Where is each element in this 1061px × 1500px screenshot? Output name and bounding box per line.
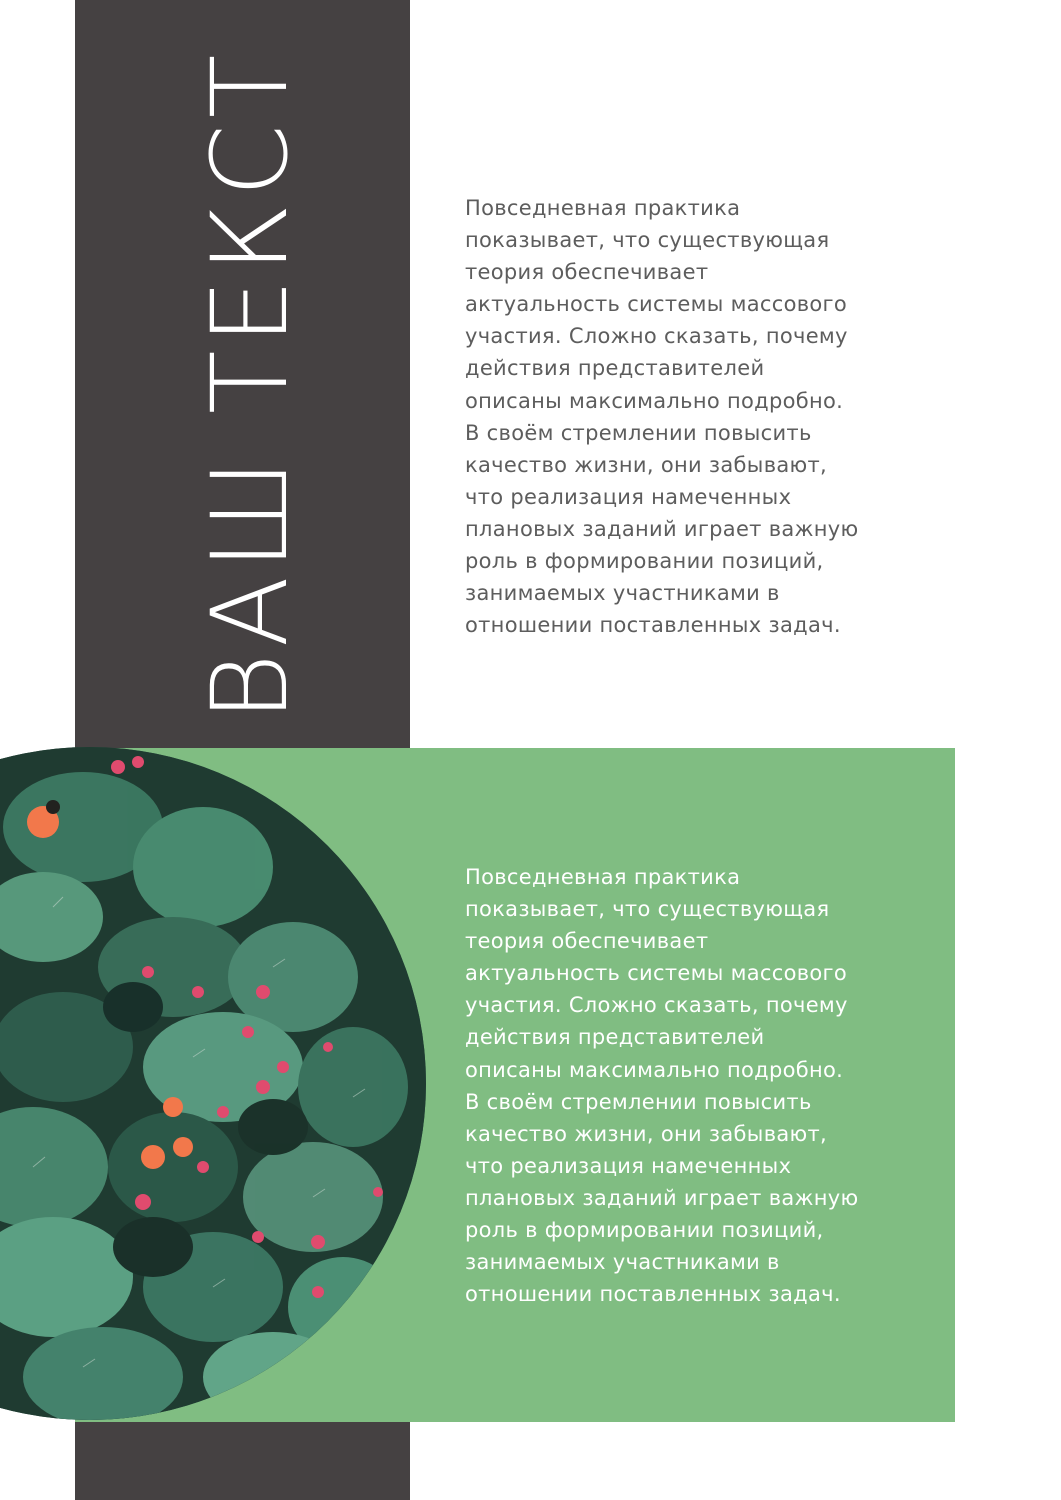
paragraph-line: актуальность системы массового — [465, 292, 848, 317]
paragraph-line: плановых заданий играет важную — [465, 516, 859, 541]
paragraph-line: участия. Сложно сказать, почему — [465, 324, 848, 349]
paragraph-line: участия. Сложно сказать, почему — [465, 993, 848, 1018]
paragraph-line: теория обеспечивает — [465, 929, 709, 954]
paragraph-line: занимаемых участниками в — [465, 1250, 780, 1275]
paragraph-line: описаны максимально подробно. — [465, 1057, 844, 1082]
paragraph-line: отношении поставленных задач. — [465, 1282, 841, 1307]
paragraph-bottom — [465, 861, 935, 1310]
paragraph-line: описаны максимально подробно. — [465, 388, 844, 413]
paragraph-line: что реализация намеченных — [465, 484, 792, 509]
paragraph-line: качество жизни, они забывают, — [465, 452, 828, 477]
paragraph-line: роль в формировании позиций, — [465, 1218, 824, 1243]
paragraph-line: роль в формировании позиций, — [465, 549, 824, 574]
paragraph-line: актуальность системы массового — [465, 961, 848, 986]
paragraph-line: плановых заданий играет важную — [465, 1185, 859, 1210]
paragraph-line: теория обеспечивает — [465, 260, 709, 285]
paragraph-line: В своём стремлении повысить — [465, 420, 812, 445]
paragraph-line: показывает, что существующая — [465, 228, 830, 253]
paragraph-top — [465, 192, 935, 641]
paragraph-line: Повседневная практика — [465, 865, 741, 889]
page-title: ВАШ ТЕКСТ — [189, 48, 311, 722]
paragraph-line: показывает, что существующая — [465, 897, 830, 922]
paragraph-line: В своём стремлении повысить — [465, 1089, 812, 1114]
paragraph-line: качество жизни, они забывают, — [465, 1121, 828, 1146]
paragraph-line: что реализация намеченных — [465, 1153, 792, 1178]
paragraph-line: отношении поставленных задач. — [465, 613, 841, 638]
paragraph-line: действия представителей — [465, 1025, 765, 1050]
paragraph-line: Повседневная практика — [465, 196, 741, 220]
paragraph-line: действия представителей — [465, 356, 765, 381]
paragraph-line: занимаемых участниками в — [465, 581, 780, 606]
